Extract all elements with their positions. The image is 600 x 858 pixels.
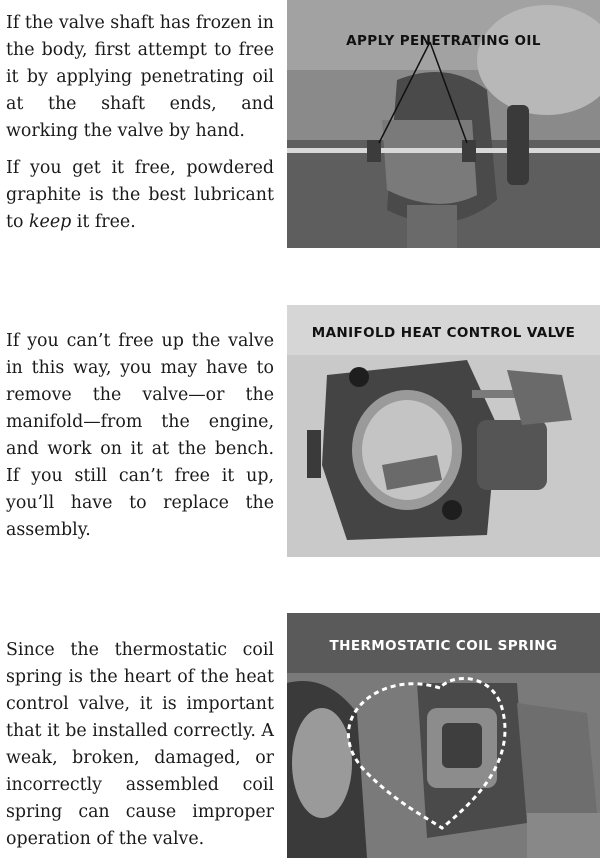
photo-penetrating-oil — [287, 0, 600, 248]
photo-coil-spring — [287, 613, 600, 858]
text-block-1 — [6, 10, 274, 246]
text-block-3 — [6, 637, 274, 858]
photo-label: THERMOSTATIC COIL SPRING — [329, 638, 558, 654]
photo-label: MANIFOLD HEAT CONTROL VALVE — [311, 325, 576, 341]
emphasis-keep: keep — [29, 212, 72, 232]
paragraph-text: If the valve shaft has frozen in the body, first attempt to free it by applying penetrating oil at the shaft ends, and working the valve by hand. — [6, 13, 274, 141]
paragraph-text: If you can’t free up the valve in this way, you may have to remove the valve—or the manifold—from the engine, and work on it at the bench. If you still can’t free it up, you’ll have to replace the assembly. — [6, 331, 274, 540]
paragraph-text: Since the thermostatic coil spring is the heart of the heat control valve, it is important that it be installed correctly. A weak, broken, damaged, or incorrectly assembled coil spring can cause improper operation of the valve. — [6, 640, 274, 849]
paragraph-4 — [6, 637, 274, 853]
paragraph-2 — [6, 155, 274, 236]
paragraph-text: If you get it free, powdered graphite is the best lubricant to — [6, 158, 274, 232]
paragraph-1 — [6, 10, 274, 145]
paragraph-text: it free. — [71, 212, 136, 232]
photo-manifold-valve — [287, 305, 600, 557]
paragraph-3 — [6, 328, 274, 544]
manifold-valve-photo — [287, 305, 600, 557]
text-block-2 — [6, 328, 274, 554]
photo-label: APPLY PENETRATING OIL — [346, 33, 541, 49]
